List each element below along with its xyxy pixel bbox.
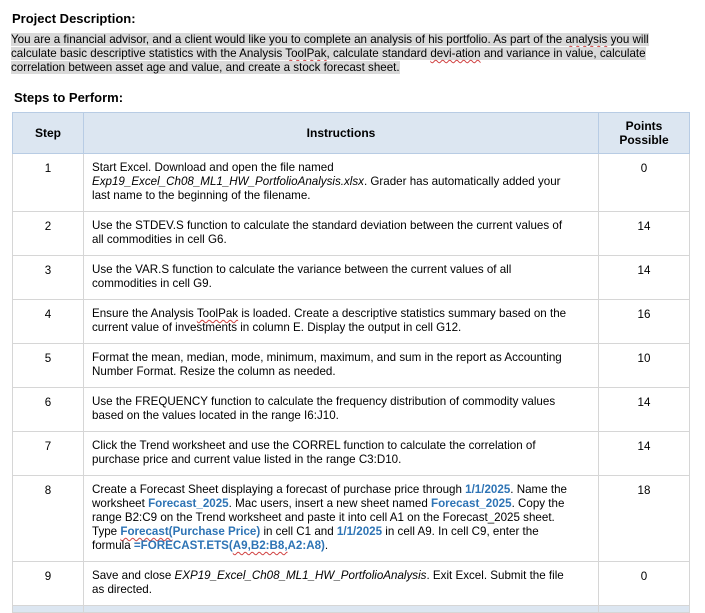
step-points: 14	[599, 256, 690, 300]
step-instructions: Ensure the Analysis ToolPak is loaded. Create a descriptive statistics summary based on the current value of investments in column E. Display the output in cell G12.	[84, 300, 599, 344]
table-row	[13, 388, 690, 432]
step-instructions: Create a Forecast Sheet displaying a forecast of purchase price through 1/1/2025. Name the worksheet Forecast_2025. Mac users, insert a new sheet named Forecast_2025. Copy the range B2:C9 on the Trend worksheet and paste it into cell A1 on the Forecast_2025 sheet. Type Forecast(Purchase Price) in cell C1 and 1/1/2025 in cell A9. In cell C9, enter the formula =FORECAST.ETS(A9,B2:B8,A2:A8).	[84, 476, 599, 562]
step-number: 9	[13, 562, 84, 606]
step-points: 14	[599, 432, 690, 476]
step-instructions: Use the VAR.S function to calculate the variance between the current values of all commodities in cell G9.	[84, 256, 599, 300]
table-row	[13, 256, 690, 300]
steps-heading: Steps to Perform:	[14, 90, 124, 105]
step-instructions: Click the Trend worksheet and use the CORREL function to calculate the correlation of purchase price and current value listed in the range C3:D10.	[84, 432, 599, 476]
table-row	[13, 562, 690, 606]
step-points: 14	[599, 212, 690, 256]
step-points: 14	[599, 388, 690, 432]
table-header-row	[13, 113, 690, 154]
step-number: 5	[13, 344, 84, 388]
step-number: 3	[13, 256, 84, 300]
instructions-column-header: Instructions	[84, 113, 599, 154]
table-row	[13, 300, 690, 344]
step-points: 0	[599, 154, 690, 212]
table-row	[13, 212, 690, 256]
step-number: 7	[13, 432, 84, 476]
step-column-header: Step	[13, 113, 84, 154]
step-points: 0	[599, 562, 690, 606]
step-number: 4	[13, 300, 84, 344]
step-instructions: Start Excel. Download and open the file named Exp19_Excel_Ch08_ML1_HW_PortfolioAnalysis.xlsx. Grader has automatically added your last name to the beginning of the filename.	[84, 154, 599, 212]
step-points: 10	[599, 344, 690, 388]
step-number: 1	[13, 154, 84, 212]
step-number: 8	[13, 476, 84, 562]
steps-table	[12, 112, 690, 613]
project-description-heading: Project Description:	[12, 11, 136, 26]
step-instructions: Use the FREQUENCY function to calculate the frequency distribution of commodity values based on the values located in the range I6:J10.	[84, 388, 599, 432]
step-points: 16	[599, 300, 690, 344]
table-row	[13, 344, 690, 388]
table-row	[13, 476, 690, 562]
points-column-header: Points Possible	[599, 113, 690, 154]
step-instructions: Use the STDEV.S function to calculate the standard deviation between the current values of all commodities in cell G6.	[84, 212, 599, 256]
step-points: 18	[599, 476, 690, 562]
step-number: 2	[13, 212, 84, 256]
step-number: 6	[13, 388, 84, 432]
step-instructions: Save and close EXP19_Excel_Ch08_ML1_HW_PortfolioAnalysis. Exit Excel. Submit the file as directed.	[84, 562, 599, 606]
table-row	[13, 154, 690, 212]
step-instructions: Format the mean, median, mode, minimum, maximum, and sum in the report as Accounting Number Format. Resize the column as needed.	[84, 344, 599, 388]
project-description-text: You are a financial advisor, and a client would like you to complete an analysis of his portfolio. As part of the analysis you will calculate basic descriptive statistics with the Analysis ToolPak, calculate standard devi-ation and variance in value, calculate correlation between asset age and value, and create a stock forecast sheet.	[11, 33, 649, 74]
table-row	[13, 432, 690, 476]
